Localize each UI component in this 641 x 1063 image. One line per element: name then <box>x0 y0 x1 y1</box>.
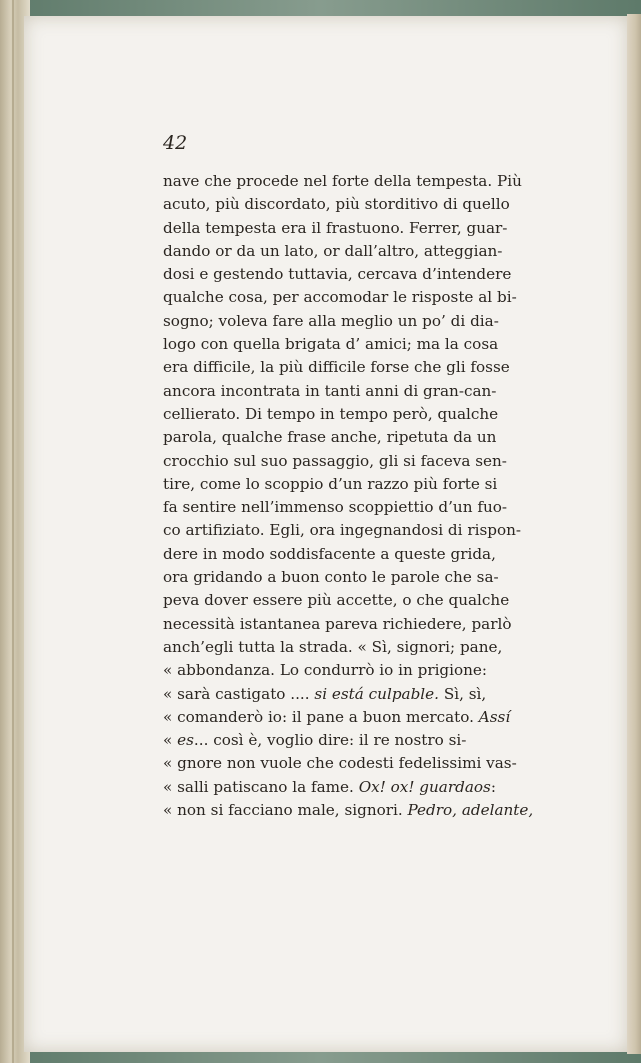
text-line <box>163 589 573 612</box>
text-line <box>163 380 573 403</box>
text-segment: acuto, più discordato, più storditivo di quello <box>163 195 510 214</box>
text-segment: ora gridando a buon conto le parole che sa- <box>163 568 499 587</box>
page-number: 42 <box>163 132 188 154</box>
text-segment: peva dover essere più accette, o che qualche <box>163 591 510 610</box>
text-line <box>163 333 573 356</box>
text-segment: « sarà castigato .... <box>163 684 315 703</box>
text-segment: sogno; voleva fare alla meglio un po’ di dia- <box>163 311 499 330</box>
text-line <box>163 426 573 449</box>
text-line <box>163 659 573 682</box>
body-text <box>163 170 573 822</box>
text-line <box>163 799 573 822</box>
text-segment: « non si facciano male, signori. <box>163 801 408 820</box>
text-line <box>163 496 573 519</box>
text-line <box>163 752 573 775</box>
text-segment: dere in modo soddisfacente a queste grida, <box>163 544 496 563</box>
text-segment: tire, come lo scoppio d’un razzo più forte si <box>163 474 498 493</box>
italic-text: Assí <box>478 707 511 726</box>
page-edge <box>627 14 641 1054</box>
text-segment: « abbondanza. Lo condurrò io in prigione: <box>163 661 488 680</box>
text-line <box>163 473 573 496</box>
text-segment: fa sentire nell’immenso scoppiettio d’un fuo- <box>163 498 507 517</box>
text-line <box>163 776 573 799</box>
text-line <box>163 193 573 216</box>
text-segment: necessità istantanea pareva richiedere, parlò <box>163 614 512 633</box>
text-segment: logo con quella brigata d’ amici; ma la cosa <box>163 335 499 354</box>
text-line <box>163 519 573 542</box>
text-line <box>163 240 573 263</box>
text-line <box>163 310 573 333</box>
text-segment: : <box>490 777 496 796</box>
text-segment: ancora incontrata in tanti anni di gran-can- <box>163 381 497 400</box>
text-line <box>163 636 573 659</box>
text-line <box>163 729 573 752</box>
text-segment: crocchio sul suo passaggio, gli si faceva sen- <box>163 451 507 470</box>
text-line <box>163 683 573 706</box>
text-line <box>163 706 573 729</box>
text-line <box>163 613 573 636</box>
text-segment: della tempesta era il frastuono. Ferrer, guar- <box>163 218 508 237</box>
italic-text: si está culpable. <box>314 684 439 703</box>
text-segment: nave che procede nel forte della tempesta. Più <box>163 172 522 190</box>
text-segment: « <box>163 731 178 750</box>
text-segment: cellierato. Di tempo in tempo però, qualche <box>163 404 499 423</box>
text-line <box>163 286 573 309</box>
text-segment: ... così è, voglio dire: il re nostro si- <box>193 731 467 750</box>
text-line <box>163 403 573 426</box>
text-line <box>163 170 573 193</box>
text-segment: co artifiziato. Egli, ora ingegnandosi di rispon- <box>163 521 522 540</box>
text-segment: « comanderò io: il pane a buon mercato. <box>163 707 479 726</box>
italic-text: Pedro, adelante, <box>407 801 534 820</box>
text-segment: « gnore non vuole che codesti fedelissimi vas- <box>163 754 517 773</box>
italic-text: es <box>177 731 194 750</box>
text-line <box>163 356 573 379</box>
text-segment: anch’egli tutta la strada. « Sì, signori; pane, <box>163 637 503 656</box>
text-segment: dando or da un lato, or dall’altro, atteggian- <box>163 241 503 260</box>
text-line <box>163 566 573 589</box>
text-line <box>163 263 573 286</box>
text-segment: parola, qualche frase anche, ripetuta da un <box>163 428 497 447</box>
text-line <box>163 450 573 473</box>
text-line <box>163 543 573 566</box>
text-segment: dosi e gestendo tuttavia, cercava d’intendere <box>163 265 512 284</box>
text-line <box>163 217 573 240</box>
text-segment: « salli patiscano la fame. <box>163 777 359 796</box>
italic-text: Ox! ox! guardaos <box>358 777 491 796</box>
text-segment: era difficile, la più difficile forse che gli fosse <box>163 358 510 377</box>
text-segment: qualche cosa, per accomodar le risposte al bi- <box>163 288 517 307</box>
text-segment: Sì, sì, <box>439 684 487 703</box>
